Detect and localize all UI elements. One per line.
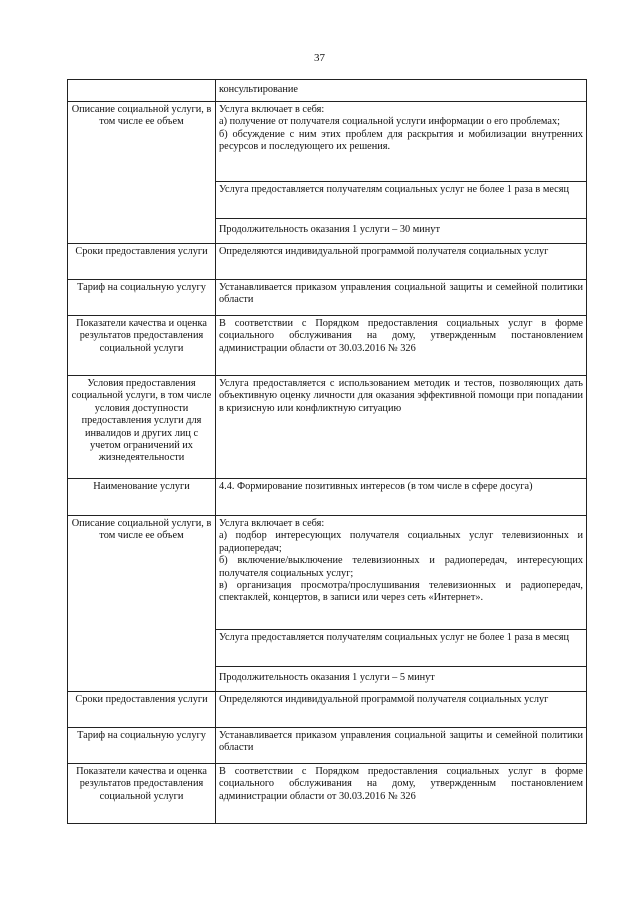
table-row bbox=[68, 728, 587, 764]
terms-value: Определяются индивидуальной программой получателя социальных услуг bbox=[216, 244, 587, 280]
table-row bbox=[68, 764, 587, 824]
description-includes bbox=[216, 102, 587, 182]
quality-value: В соответствии с Порядком предоставления социальных услуг в форме социального обслуживания на дому, утвержденным постановлением администрации области от 30.03.2016 № 326 bbox=[216, 764, 587, 824]
description-includes bbox=[216, 516, 587, 630]
description-label: Описание социальной услуги, в том числе ее объем bbox=[68, 102, 216, 244]
table-row bbox=[68, 516, 587, 630]
continuation-value: консультирование bbox=[216, 80, 587, 102]
page-number: 37 bbox=[314, 52, 325, 64]
tariff-label: Тариф на социальную услугу bbox=[68, 728, 216, 764]
include-item: б) обсуждение с ним этих проблем для раскрытия и мобилизации внутренних ресурсов и последующего их решения. bbox=[219, 128, 583, 153]
table-row bbox=[68, 102, 587, 182]
duration-value: Продолжительность оказания 1 услуги – 30 минут bbox=[216, 219, 587, 244]
table-row bbox=[68, 692, 587, 728]
include-item: в) организация просмотра/прослушивания телевизионных и радиопередач, спектаклей, концертов, в записи или через сеть «Интернет». bbox=[219, 580, 583, 604]
service-name-value: 4.4. Формирование позитивных интересов (в том числе в сфере досуга) bbox=[216, 479, 587, 516]
conditions-label: Условия предоставления социальной услуги, в том числе условия доступности предоставления услуги для инвалидов и других лиц с учетом ограничений их жизнедеятельности bbox=[68, 376, 216, 479]
service-name-label: Наименование услуги bbox=[68, 479, 216, 516]
tariff-value: Устанавливается приказом управления социальной защиты и семейной политики области bbox=[216, 728, 587, 764]
quality-value: В соответствии с Порядком предоставления социальных услуг в форме социального обслуживания на дому, утвержденным постановлением администрации области от 30.03.2016 № 326 bbox=[216, 316, 587, 376]
includes-title: Услуга включает в себя: bbox=[219, 518, 325, 529]
table-row bbox=[68, 244, 587, 280]
terms-label: Сроки предоставления услуги bbox=[68, 692, 216, 728]
frequency-value: Услуга предоставляется получателям социальных услуг не более 1 раза в месяц bbox=[216, 182, 587, 219]
description-label: Описание социальной услуги, в том числе ее объем bbox=[68, 516, 216, 692]
include-item: а) получение от получателя социальной услуги информации о его проблемах; bbox=[219, 116, 560, 128]
quality-label: Показатели качества и оценка результатов предоставления социальной услуги bbox=[68, 316, 216, 376]
include-item: б) включение/выключение телевизионных и радиопередач, интересующих получателя социальных услуг; bbox=[219, 555, 583, 579]
table-row bbox=[68, 280, 587, 316]
table-row bbox=[68, 376, 587, 479]
conditions-value: Услуга предоставляется с использованием методик и тестов, позволяющих дать объективную оценку личности для оказания эффективной помощи при попадании в кризисную или конфликтную ситуацию bbox=[216, 376, 587, 479]
includes-title: Услуга включает в себя: bbox=[219, 104, 325, 115]
tariff-value: Устанавливается приказом управления социальной защиты и семейной политики области bbox=[216, 280, 587, 316]
terms-value: Определяются индивидуальной программой получателя социальных услуг bbox=[216, 692, 587, 728]
frequency-value: Услуга предоставляется получателям социальных услуг не более 1 раза в месяц bbox=[216, 630, 587, 667]
terms-label: Сроки предоставления услуги bbox=[68, 244, 216, 280]
include-item: а) подбор интересующих получателя социальных услуг телевизионных и радиопередач; bbox=[219, 530, 583, 554]
table-row bbox=[68, 80, 587, 102]
tariff-label: Тариф на социальную услугу bbox=[68, 280, 216, 316]
quality-label: Показатели качества и оценка результатов предоставления социальной услуги bbox=[68, 764, 216, 824]
duration-value: Продолжительность оказания 1 услуги – 5 минут bbox=[216, 667, 587, 692]
services-table bbox=[67, 79, 587, 824]
table-row bbox=[68, 316, 587, 376]
table-row bbox=[68, 479, 587, 516]
empty-label-cell bbox=[68, 80, 216, 102]
